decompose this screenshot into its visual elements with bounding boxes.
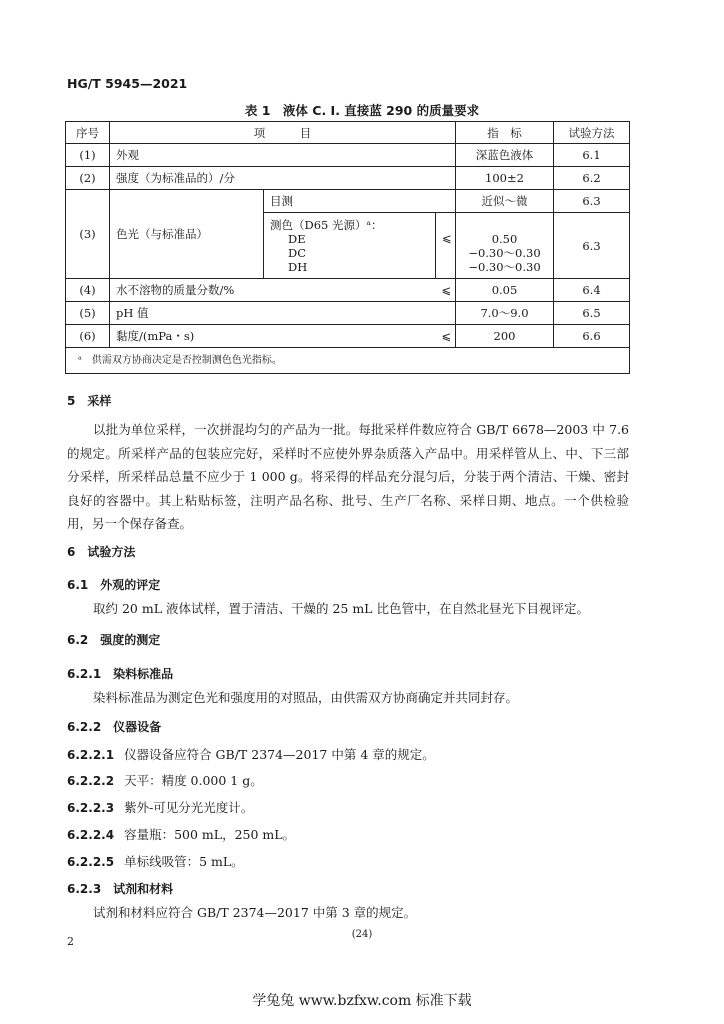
measured-color-cell — [264, 213, 436, 279]
row-item: 强度（为标准品的）/分 — [110, 167, 456, 190]
col-header-method: 试验方法 — [554, 122, 630, 144]
row-no: (5) — [66, 302, 110, 325]
item-number: 6.2.2.5 — [67, 855, 115, 869]
table-footnote: ᵃ 供需双方协商决定是否控制测色色光指标。 — [66, 348, 630, 374]
leq-symbol: ⩽ — [436, 279, 456, 302]
row-spec: 7.0～9.0 — [456, 302, 554, 325]
leq-symbol: ⩽ — [436, 213, 456, 279]
row-method: 6.5 — [554, 302, 630, 325]
table-row — [66, 325, 630, 348]
dc-spec: −0.30～0.30 — [468, 245, 541, 260]
leq-symbol: ⩽ — [436, 325, 456, 348]
table-row — [66, 190, 630, 213]
standard-code: HG/T 5945—2021 — [67, 76, 188, 91]
item-text: 容量瓶：500 mL，250 mL。 — [124, 827, 296, 842]
section-6-2-3-text: 试剂和材料应符合 GB/T 2374—2017 中第 3 章的规定。 — [93, 905, 417, 920]
row-spec: 100±2 — [456, 167, 554, 190]
row-no: (3) — [66, 190, 110, 279]
table-row — [66, 279, 630, 302]
row-spec: 深蓝色液体 — [456, 144, 554, 167]
item-text: 紫外-可见分光光度计。 — [124, 800, 254, 815]
col-header-spec: 指 标 — [456, 122, 554, 144]
dh-spec: −0.30～0.30 — [468, 259, 541, 274]
row-method: 6.1 — [554, 144, 630, 167]
row-item: 外观 — [110, 144, 456, 167]
quality-requirements-table — [65, 121, 630, 374]
visual-label: 目测 — [264, 190, 456, 213]
row-no: (6) — [66, 325, 110, 348]
section-6-2-heading: 6.2 强度的测定 — [67, 633, 161, 647]
table-row — [66, 167, 630, 190]
section-6-1-heading: 6.1 外观的评定 — [67, 578, 161, 592]
de-spec: 0.50 — [491, 231, 518, 246]
item-number: 6.2.2.1 — [67, 748, 115, 762]
section-6-2-1-text: 染料标准品为测定色光和强度用的对照品，由供需双方协商确定并共同封存。 — [93, 690, 519, 705]
page-number: 2 — [67, 935, 74, 948]
row-no: (4) — [66, 279, 110, 302]
measured-method: 6.3 — [554, 213, 630, 279]
de-label: DE — [288, 231, 306, 246]
col-header-item: 项 目 — [110, 122, 456, 144]
visual-spec: 近似～微 — [456, 190, 554, 213]
table-row — [66, 302, 630, 325]
table-title: 表 1 液体 C. I. 直接蓝 290 的质量要求 — [244, 103, 480, 118]
item-text: 仪器设备应符合 GB/T 2374—2017 中第 4 章的规定。 — [124, 747, 435, 762]
table-row — [66, 144, 630, 167]
row-method: 6.2 — [554, 167, 630, 190]
list-item — [67, 825, 295, 843]
measured-spec-cell — [456, 213, 554, 279]
item-number: 6.2.2.2 — [67, 774, 115, 788]
item-number: 6.2.2.4 — [67, 828, 115, 842]
section-5-heading: 5 采样 — [67, 394, 112, 408]
section-6-2-2-heading: 6.2.2 仪器设备 — [67, 720, 162, 734]
row-spec: 200 — [456, 325, 554, 348]
table-header-row — [66, 122, 630, 144]
section-6-1-text: 取约 20 mL 液体试样，置于清洁、干燥的 25 mL 比色管中，在自然北昼光下目视评定。 — [93, 601, 589, 616]
watermark-text: 学兔兔 www.bzfxw.com 标准下载 — [252, 993, 472, 1009]
row-item: 色光（与标准品） — [110, 190, 264, 279]
list-item — [67, 771, 263, 789]
row-item: 黏度/(mPa・s) — [110, 325, 436, 348]
row-no: (2) — [66, 167, 110, 190]
row-item: 水不溶物的质量分数/% — [110, 279, 436, 302]
row-no: (1) — [66, 144, 110, 167]
item-text: 天平：精度 0.000 1 g。 — [124, 773, 263, 788]
item-number: 6.2.2.3 — [67, 801, 115, 815]
dh-label: DH — [288, 259, 308, 274]
visual-method: 6.3 — [554, 190, 630, 213]
section-6-heading: 6 试验方法 — [67, 545, 136, 559]
measured-label: 测色（D65 光源）ᵃ： — [270, 217, 383, 232]
item-text: 单标线吸管：5 mL。 — [124, 854, 244, 869]
section-6-2-3-heading: 6.2.3 试剂和材料 — [67, 882, 174, 896]
page-reference: (24) — [351, 929, 373, 940]
list-item — [67, 852, 244, 870]
list-item — [67, 798, 253, 816]
row-method: 6.4 — [554, 279, 630, 302]
col-header-no: 序号 — [66, 122, 110, 144]
table-footnote-row — [66, 348, 630, 374]
row-method: 6.6 — [554, 325, 630, 348]
dc-label: DC — [288, 245, 307, 260]
section-6-2-1-heading: 6.2.1 染料标准品 — [67, 667, 174, 681]
row-spec: 0.05 — [456, 279, 554, 302]
list-item — [67, 745, 435, 763]
row-item: pH 值 — [110, 302, 456, 325]
section-5-text: 以批为单位采样，一次拼混均匀的产品为一批。每批采样件数应符合 GB/T 6678—2003 中 7.6 的规定。所采样产品的包装应完好，采样时不应使外界杂质落入产品中。用采样管从上、中、下三部分采样，所采样品总量不应少于 1 000 g。将采得的样品充分混匀后，分装于两个清洁、干燥、密封良好的容器中。其上粘贴标签，注明产品名称、批号、生产厂名称、采样日期、地点。一个供检验用，另一个保存备查。 — [67, 422, 629, 531]
